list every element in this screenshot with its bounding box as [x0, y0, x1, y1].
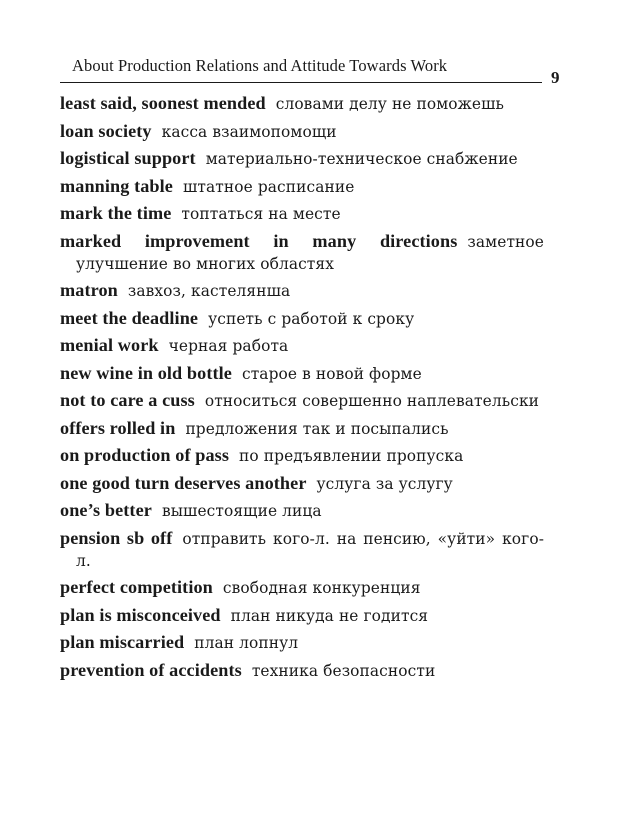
entry-definition: услуга за услугу — [316, 474, 453, 493]
entry-definition: план лопнул — [194, 634, 299, 652]
entry-definition: относиться совершенно наплевательски — [204, 392, 540, 410]
entry-definition: предложения так и посыпались — [185, 419, 449, 438]
glossary-entry — [60, 527, 544, 572]
glossary-entry — [60, 334, 544, 357]
glossary-entry — [60, 120, 544, 143]
glossary-entry — [60, 92, 544, 115]
entry-term: logistical support — [60, 148, 196, 168]
entry-term: marked improvement in many directions — [60, 230, 458, 251]
entry-definition: штатное расписание — [182, 177, 355, 196]
glossary-entry — [60, 631, 544, 654]
entry-definition: старое в новой форме — [241, 364, 422, 383]
entry-definition: касса взаимопомощи — [161, 122, 337, 141]
glossary-entry — [60, 389, 544, 412]
entry-definition: успеть с работой к сроку — [208, 309, 415, 328]
entry-term: loan society — [60, 120, 152, 141]
entry-definition: словами делу не поможешь — [275, 95, 505, 113]
entry-term: one good turn deserves another — [60, 472, 307, 493]
glossary-list — [60, 92, 544, 686]
entry-definition: черная работа — [168, 337, 289, 355]
entry-definition: материально-техническое снабжение — [205, 150, 518, 168]
entry-term: manning table — [60, 175, 173, 196]
entry-term: plan miscarried — [60, 632, 185, 652]
glossary-entry — [60, 444, 544, 467]
entry-term: new wine in old bottle — [60, 362, 232, 383]
glossary-entry — [60, 604, 544, 627]
entry-term: on production of pass — [60, 445, 230, 465]
entry-definition: топтаться на месте — [181, 205, 341, 223]
entry-definition: отправить кого-л. на пенсию, «уйти» кого-л. — [76, 529, 544, 570]
glossary-entry — [60, 307, 544, 330]
glossary-entry — [60, 499, 544, 522]
glossary-entry — [60, 362, 544, 385]
entry-term: offers rolled in — [60, 417, 176, 438]
entry-definition: по предъявлении пропуска — [239, 447, 464, 465]
glossary-entry — [60, 202, 544, 225]
glossary-entry — [60, 472, 544, 495]
header-title: About Production Relations and Attitude Towards Work — [72, 56, 448, 75]
glossary-entry — [60, 175, 544, 198]
entry-term: menial work — [60, 335, 159, 355]
entry-definition: вышестоящие лица — [161, 502, 322, 520]
entry-definition: техника безопасности — [251, 661, 436, 680]
entry-definition: завхоз, кастелянша — [127, 282, 291, 300]
entry-term: one’s better — [60, 500, 152, 520]
glossary-entry — [60, 576, 544, 599]
glossary-entry — [60, 279, 544, 302]
entry-term: meet the deadline — [60, 307, 199, 328]
glossary-entry — [60, 230, 544, 275]
running-header — [60, 52, 542, 83]
entry-term: least said, soonest mended — [60, 93, 266, 113]
entry-term: mark the time — [60, 203, 172, 223]
entry-term: perfect competition — [60, 577, 213, 597]
entry-definition: заметное улучшение во многих областях — [76, 232, 544, 273]
entry-term: plan is misconceived — [60, 604, 221, 625]
entry-term: pension sb off — [60, 527, 173, 548]
glossary-entry — [60, 659, 544, 682]
glossary-entry — [60, 147, 544, 170]
page-number: 9 — [551, 68, 560, 87]
glossary-entry — [60, 417, 544, 440]
entry-term: matron — [60, 280, 118, 300]
entry-definition: план никуда не годится — [230, 606, 429, 625]
entry-definition: свободная конкуренция — [222, 579, 421, 597]
entry-term: prevention of accidents — [60, 659, 242, 680]
entry-term: not to care a cuss — [60, 390, 195, 410]
